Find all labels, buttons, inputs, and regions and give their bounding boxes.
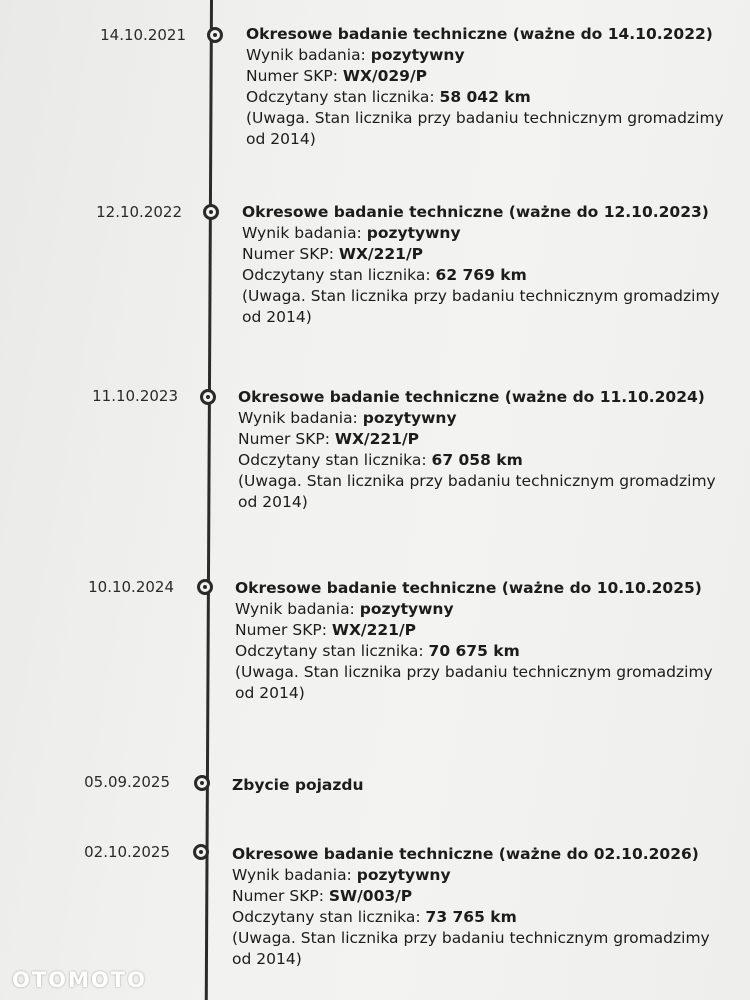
entry-result: Wynik badania: pozytywny [235,600,454,618]
entry-note: (Uwaga. Stan licznika przy badaniu technicznym gromadzimy od 2014) [235,663,713,702]
entry-date: 05.09.2025 [84,773,170,791]
entry-skp: Numer SKP: WX/221/P [238,430,419,448]
entry-odometer: Odczytany stan licznika: 58 042 km [246,88,531,106]
entry-skp: Numer SKP: WX/221/P [235,621,416,639]
entry-odometer: Odczytany stan licznika: 70 675 km [235,642,520,660]
entry-result: Wynik badania: pozytywny [232,866,451,884]
entry-title: Okresowe badanie techniczne (ważne do 12.10.2023) [242,203,709,221]
entry-odometer: Odczytany stan licznika: 73 765 km [232,908,517,926]
entry-details [235,578,725,704]
entry-skp: Numer SKP: SW/003/P [232,887,413,905]
timeline-dot-icon [193,844,209,860]
entry-title: Okresowe badanie techniczne (ważne do 02.10.2026) [232,845,699,863]
entry-note: (Uwaga. Stan licznika przy badaniu technicznym gromadzimy od 2014) [238,472,716,511]
entry-odometer: Odczytany stan licznika: 62 769 km [242,266,527,284]
entry-result: Wynik badania: pozytywny [238,409,457,427]
entry-skp: Numer SKP: WX/029/P [246,67,427,85]
entry-details [242,202,732,328]
entry-date: 12.10.2022 [96,203,182,221]
entry-note: (Uwaga. Stan licznika przy badaniu technicznym gromadzimy od 2014) [242,287,720,326]
timeline-dot-icon [194,775,210,791]
entry-details [238,387,728,513]
entry-result: Wynik badania: pozytywny [242,224,461,242]
entry-title: Okresowe badanie techniczne (ważne do 11.10.2024) [238,388,705,406]
timeline-dot-icon [200,389,216,405]
entry-date: 11.10.2023 [92,387,178,405]
entry-title: Zbycie pojazdu [232,776,364,794]
entry-details [232,775,722,796]
entry-date: 14.10.2021 [100,26,186,44]
entry-skp: Numer SKP: WX/221/P [242,245,423,263]
entry-details [232,844,722,970]
entry-details [246,24,736,150]
otomoto-watermark: OTOMOTO [12,968,147,992]
timeline-dot-icon [197,579,213,595]
entry-title: Okresowe badanie techniczne (ważne do 10.10.2025) [235,579,702,597]
entry-note: (Uwaga. Stan licznika przy badaniu technicznym gromadzimy od 2014) [232,929,710,968]
entry-odometer: Odczytany stan licznika: 67 058 km [238,451,523,469]
entry-note: (Uwaga. Stan licznika przy badaniu technicznym gromadzimy od 2014) [246,109,724,148]
entry-title: Okresowe badanie techniczne (ważne do 14.10.2022) [246,25,713,43]
entry-result: Wynik badania: pozytywny [246,46,465,64]
entry-date: 02.10.2025 [84,843,170,861]
entry-date: 10.10.2024 [88,578,174,596]
timeline-dot-icon [203,204,219,220]
timeline-dot-icon [207,27,223,43]
